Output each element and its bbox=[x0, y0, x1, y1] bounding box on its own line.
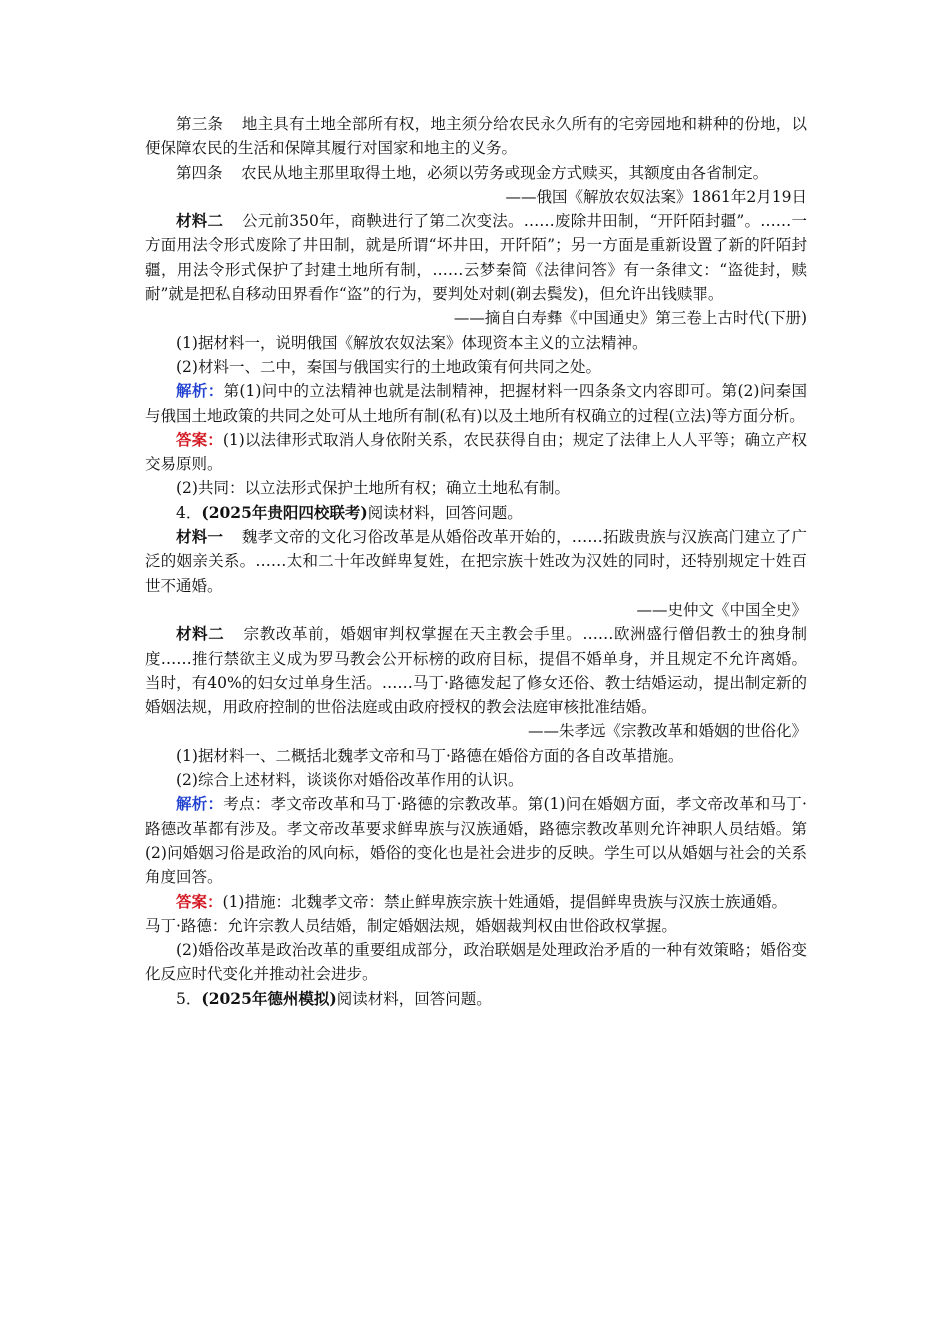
material-2 bbox=[145, 209, 807, 306]
material-label: 材料二 bbox=[176, 624, 225, 644]
question-5-heading bbox=[145, 987, 807, 1011]
material-text: 公元前350年，商鞅进行了第二次变法。……废除井田制，“开阡陌封疆”。……一方面用法令形式废除了井田制，就是所谓“坏井田，开阡陌”；另一方面是重新设置了新的阡陌封疆，用法令形式保护了封建土地所有制，……云梦秦简《法律问答》有一条律文：“盗徙封，赎耐”就是把私自移动田界看作“盗”的行为，要判处对刺(剃去鬓发)，但允许出钱赎罪。 bbox=[145, 212, 807, 304]
source-citation: ——俄国《解放农奴法案》1861年2月19日 bbox=[505, 187, 807, 206]
article-4 bbox=[145, 161, 807, 185]
analysis bbox=[145, 379, 807, 428]
sub-question-2: (2)综合上述材料，谈谈你对婚俗改革作用的认识。 bbox=[176, 771, 524, 790]
answer-part-2: (2)共同：以立法形式保护土地所有权；确立土地私有制。 bbox=[176, 479, 570, 498]
answer-continuation: 马丁·路德：允许宗教人员结婚，制定婚姻法规，婚姻裁判权由世俗政权掌握。 bbox=[145, 916, 677, 935]
analysis-label: 解析： bbox=[176, 794, 224, 814]
question-source-tag: (2025年贵阳四校联考) bbox=[201, 502, 368, 522]
question-number: 5． bbox=[176, 989, 202, 1008]
question-stem: 阅读材料，回答问题。 bbox=[367, 503, 523, 522]
article-4-label: 第四条 bbox=[176, 163, 223, 182]
material-text: 宗教改革前，婚姻审判权掌握在天主教会手里。……欧洲盛行僧侣教士的独身制度……推行禁欲主义成为罗马教会公开标榜的政府目标，提倡不婚单身，并且规定不允许离婚。当时，有40%的妇女过单身生活。……马丁·路德发起了修女还俗、教士结婚运动，提出制定新的婚姻法规，用政府控制的世俗法庭或由政府授权的教会法庭审核批准结婚。 bbox=[145, 625, 807, 717]
material-label: 材料二 bbox=[176, 211, 224, 231]
answer-label: 答案： bbox=[176, 429, 223, 449]
answer bbox=[145, 428, 807, 477]
article-3-text: 地主具有土地全部所有权，地主须分给农民永久所有的宅旁园地和耕种的份地，以便保障农民的生活和保障其履行对国家和地主的义务。 bbox=[145, 115, 807, 158]
answer-text: (1)以法律形式取消人身依附关系，农民获得自由；规定了法律上人人平等；确立产权交易原则。 bbox=[145, 430, 807, 474]
source-citation: ——朱孝远《宗教改革和婚姻的世俗化》 bbox=[527, 722, 807, 741]
article-3 bbox=[145, 112, 807, 161]
question-number: 4． bbox=[176, 503, 202, 522]
material-text: 魏孝文帝的文化习俗改革是从婚俗改革开始的，……拓跋贵族与汉族高门建立了广泛的姻亲关系。……太和二十年改鲜卑复姓，在把宗族十姓改为汉姓的同时，还特别规定十姓百世不通婚。 bbox=[145, 528, 807, 595]
answer-part-2: (2)婚俗改革是政治改革的重要组成部分，政治联姻是处理政治矛盾的一种有效策略；婚俗变化反应时代变化并推动社会进步。 bbox=[145, 941, 807, 984]
material-1 bbox=[145, 525, 807, 598]
sub-question-1: (1)据材料一，说明俄国《解放农奴法案》体现资本主义的立法精神。 bbox=[176, 333, 648, 352]
sub-question-1: (1)据材料一、二概括北魏孝文帝和马丁·路德在婚俗方面的各自改革措施。 bbox=[176, 746, 684, 765]
question-4-heading bbox=[145, 501, 807, 525]
source-citation: ——摘自白寿彝《中国通史》第三卷上古时代(下册) bbox=[453, 309, 807, 328]
sub-question-2: (2)材料一、二中，秦国与俄国实行的土地政策有何共同之处。 bbox=[176, 357, 601, 376]
analysis-text: 第(1)问中的立法精神也就是法制精神，把握材料一四条条文内容即可。第(2)问秦国与俄国土地政策的共同之处可从土地所有制(私有)以及土地所有权确立的过程(立法)等方面分析。 bbox=[145, 382, 807, 425]
answer bbox=[145, 890, 807, 914]
material-2 bbox=[145, 622, 807, 719]
question-source-tag: (2025年德州模拟) bbox=[201, 988, 337, 1008]
article-3-label: 第三条 bbox=[176, 115, 224, 133]
answer-label: 答案： bbox=[176, 891, 223, 911]
analysis-label: 解析： bbox=[176, 381, 224, 401]
document-page bbox=[145, 112, 807, 1011]
answer-text: (1)措施：北魏孝文帝：禁止鲜卑族宗族十姓通婚，提倡鲜卑贵族与汉族士族通婚。 bbox=[222, 892, 787, 911]
article-4-text: 农民从地主那里取得土地，必须以劳务或现金方式赎买，其额度由各省制定。 bbox=[241, 163, 769, 182]
analysis bbox=[145, 792, 807, 889]
question-stem: 阅读材料，回答问题。 bbox=[336, 989, 492, 1008]
source-citation: ——史仲文《中国全史》 bbox=[636, 600, 807, 619]
material-label: 材料一 bbox=[176, 527, 224, 547]
analysis-text: 考点：孝文帝改革和马丁·路德的宗教改革。第(1)问在婚姻方面，孝文帝改革和马丁·路德改革都有涉及。孝文帝改革要求鲜卑族与汉族通婚，路德宗教改革则允许神职人员结婚。第(2)问婚姻习俗是政治的风向标，婚俗的变化也是社会进步的反映。学生可以从婚姻与社会的关系角度回答。 bbox=[145, 795, 807, 887]
